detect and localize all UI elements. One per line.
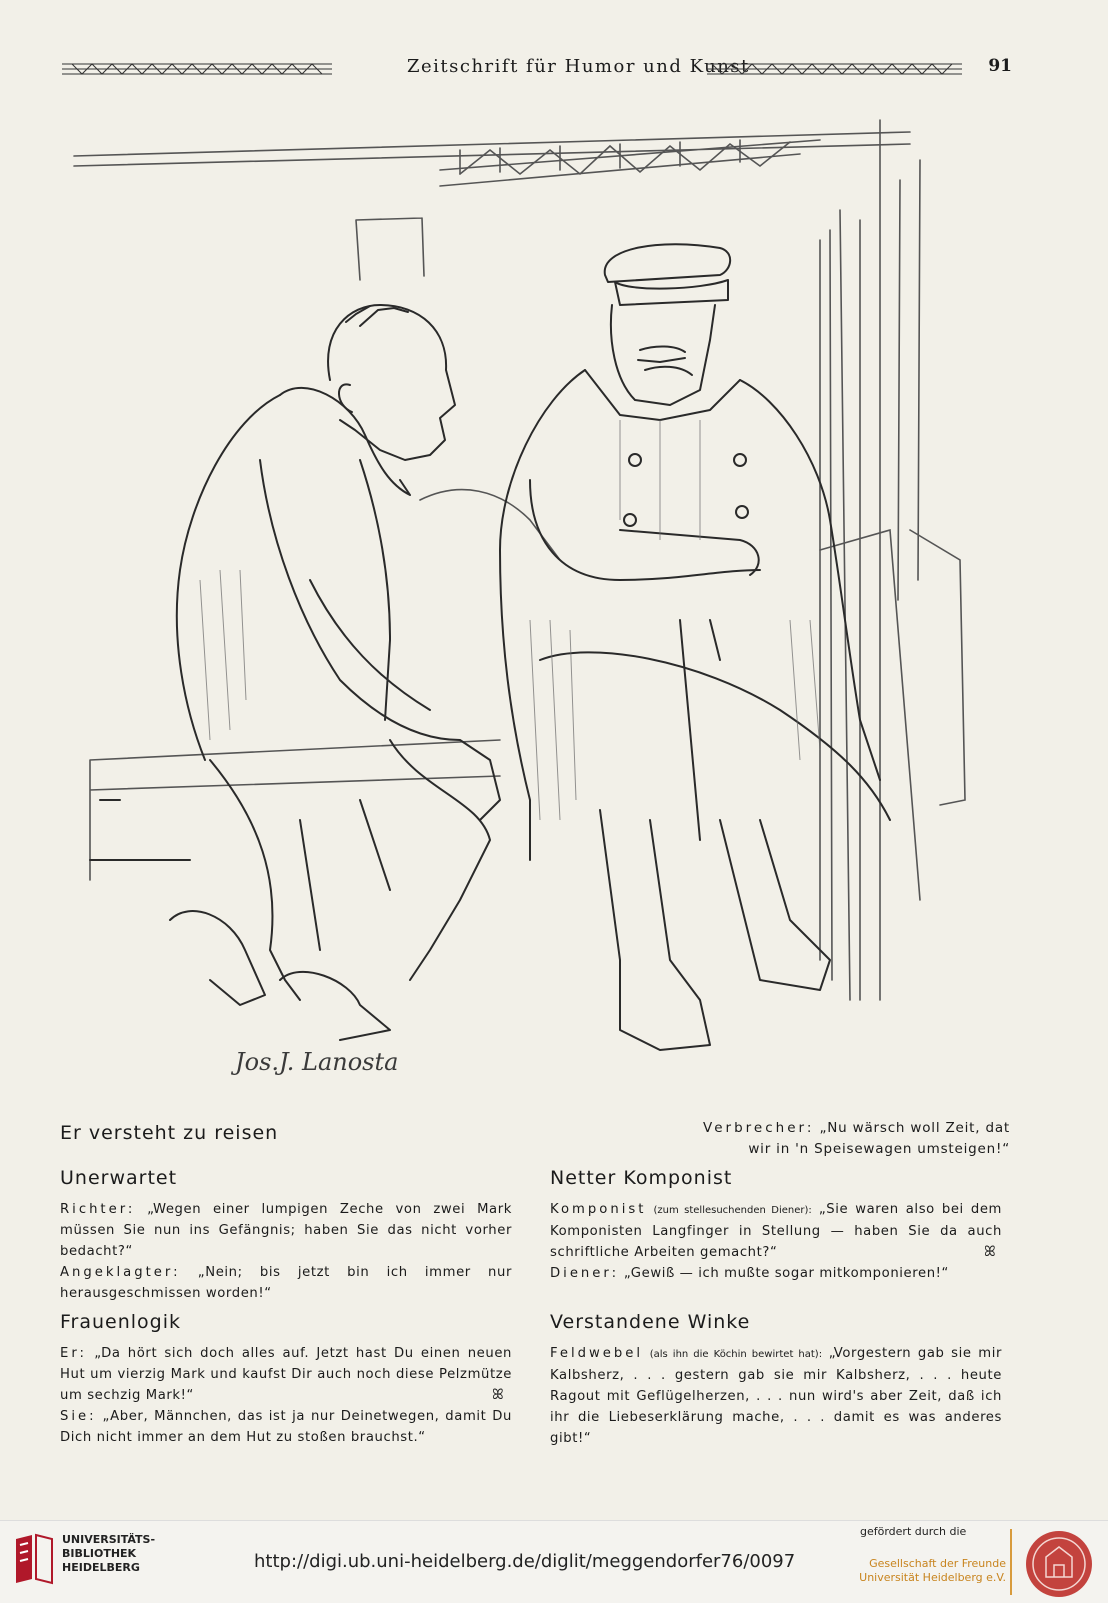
stage-note: (als ihn die Köchin bewirtet hat): — [649, 1349, 823, 1360]
library-name-line: HEIDELBERG — [62, 1561, 140, 1574]
speaker: Angeklagter: — [60, 1265, 181, 1280]
header-ornament-right — [707, 62, 962, 76]
joke-text: „Gewiß — ich mußte sogar mitkomponieren!“ — [623, 1266, 949, 1281]
joke-title: Verstandene Winke — [550, 1311, 751, 1333]
joke-text: „Da hört sich doch alles auf. Jetzt hast Du einen neuen Hut um vierzig Mark und kaufst Dir auch noch diese Pelzmütze um sechzig Mark!“ — [60, 1346, 512, 1403]
joke-unerwartet — [60, 1168, 512, 1304]
stage-note: (zum stellesuchenden Diener): — [653, 1205, 812, 1216]
sponsor-label: gefördert durch die — [860, 1525, 967, 1538]
quote-speaker: Verbrecher: — [703, 1120, 815, 1136]
page-number: 91 — [988, 56, 1012, 76]
joke-verstandene-winke — [550, 1312, 1002, 1449]
joke-title: Netter Komponist — [550, 1167, 733, 1189]
quote-line-1: „Nu wärsch woll Zeit, dat — [819, 1120, 1010, 1136]
sponsor-name[interactable] — [856, 1557, 1006, 1585]
cartoon-illustration — [60, 100, 1020, 1090]
quote-line-2: wir in 'n Speisewagen umsteigen!“ — [748, 1141, 1010, 1157]
university-library-logo-icon[interactable] — [12, 1533, 56, 1585]
speaker: Richter: — [60, 1202, 136, 1217]
library-name-line: UNIVERSITÄTS- — [62, 1533, 156, 1546]
speaker: Feldwebel — [550, 1346, 644, 1361]
university-seal-icon[interactable] — [1024, 1529, 1094, 1599]
library-name[interactable] — [62, 1533, 155, 1575]
section-ornament-icon: ꕤ — [492, 1387, 504, 1403]
joke-text: „Sie waren also bei dem Komponisten Langfinger in Stellung — haben Sie da auch schriftliche Arbeiten gemacht?“ — [550, 1202, 1002, 1260]
speaker: Komponist — [550, 1202, 647, 1217]
joke-title: Unerwartet — [60, 1167, 178, 1189]
sponsor-name-line: Universität Heidelberg e.V. — [859, 1571, 1006, 1584]
header-ornament-left — [62, 62, 332, 76]
joke-text: „Vorgestern gab sie mir Kalbsherz, . . . gestern gab sie mir Kalbsherz, . . . heute Ragout mit Geflügelherzen, . . . nun wird's aber Zeit, daß ich ihr die Liebeserklärung mache, . . . damit es was anderes gibt!“ — [550, 1346, 1003, 1446]
library-name-line: BIBLIOTHEK — [62, 1547, 137, 1560]
footer-divider — [1010, 1529, 1012, 1595]
digitization-footer — [0, 1520, 1108, 1603]
permalink-url[interactable]: http://digi.ub.uni-heidelberg.de/diglit/meggendorfer76/0097 — [254, 1551, 796, 1572]
section-ornament-icon: ꕤ — [984, 1244, 996, 1260]
speaker: Er: — [60, 1346, 87, 1361]
speaker: Sie: — [60, 1409, 97, 1424]
page-header — [62, 56, 1012, 82]
joke-text: „Aber, Männchen, das ist ja nur Deinetwegen, damit Du Dich nicht immer an dem Hut zu stoßen brauchst.“ — [60, 1409, 512, 1445]
journal-title: Zeitschrift für Humor und Kunst — [407, 56, 750, 77]
joke-title: Frauenlogik — [60, 1311, 182, 1333]
artist-signature: Jos.J. Lanosta — [235, 1048, 399, 1076]
joke-text: „Nein; bis jetzt bin ich immer nur herausgeschmissen worden!“ — [60, 1265, 512, 1301]
cartoon-caption: Er versteht zu reisen — [60, 1122, 279, 1144]
joke-text: „Wegen einer lumpigen Zeche von zwei Mark müssen Sie nun ins Gefängnis; haben Sie das nicht vorher bedacht?“ — [60, 1202, 512, 1259]
joke-frauenlogik — [60, 1312, 512, 1448]
speaker: Diener: — [550, 1266, 620, 1281]
cartoon-quote — [640, 1118, 1010, 1160]
sponsor-name-line: Gesellschaft der Freunde — [869, 1557, 1006, 1570]
joke-netter-komponist — [550, 1168, 1002, 1284]
